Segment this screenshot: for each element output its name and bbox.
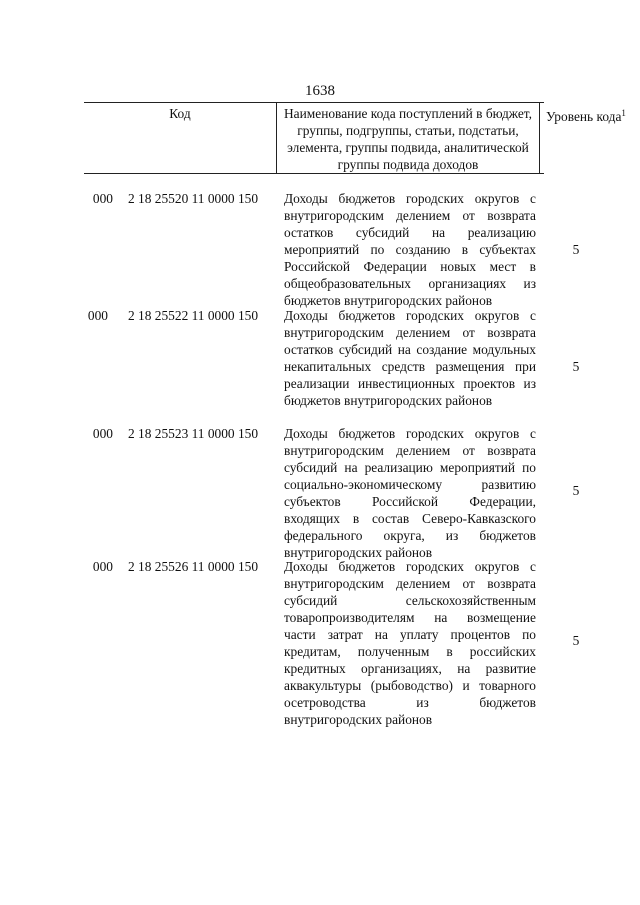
row-level: 5: [572, 633, 580, 648]
row-level: 5: [572, 359, 580, 374]
row-income-name: Доходы бюджетов городских округов с внутригородским делением от возврата субсидий на реализацию мероприятий по социально-экономическому развитию субъектов Российской Федерации, входящих в состав Северо-Кавказского федерального округа, из бюджетов внутригородских районов: [284, 426, 536, 560]
row-income-code: 2 18 25520 11 0000 150: [128, 191, 259, 206]
row-admin-code: 000: [92, 426, 113, 441]
row-income-name: Доходы бюджетов городских округов с внутригородским делением от возврата субсидий сельскохозяйственным товаропроизводителям на возмещение части затрат на уплату процентов по кредитам, полученным в российских кредитных организациях, на развитие аквакультуры (рыбоводство) и товарного осетроводства из бюджетов внутригородских районов: [284, 559, 536, 727]
row-admin-code: 000: [87, 308, 108, 323]
row-income-code: 2 18 25522 11 0000 150: [128, 308, 259, 323]
page-number: 1638: [305, 83, 335, 99]
row-income-code: 2 18 25526 11 0000 150: [128, 559, 259, 574]
row-income-name: Доходы бюджетов городских округов с внутригородским делением от возврата остатков субсидий на реализацию мероприятий по созданию в субъектах Российской Федерации новых мест в общеобразовательных организациях из бюджетов внутригородских районов: [284, 191, 536, 308]
header-level-label: Уровень кода: [546, 109, 622, 124]
row-level: 5: [572, 483, 580, 498]
row-admin-code: 000: [92, 191, 113, 206]
row-income-code: 2 18 25523 11 0000 150: [128, 426, 259, 441]
table-header: [84, 102, 626, 174]
header-level-footnote: 1: [621, 108, 626, 118]
header-name: Наименование кода поступлений в бюджет, группы, подгруппы, статьи, подстатьи, элемента, группы подвида, аналитической группы подвида доходов: [276, 103, 540, 173]
row-income-name: Доходы бюджетов городских округов с внутригородским делением от возврата остатков субсидий на создание модульных некапитальных средств размещения при реализации инвестиционных проектов из бюджетов внутригородских районов: [284, 308, 536, 408]
header-code: Код: [169, 106, 191, 121]
row-admin-code: 000: [92, 559, 113, 574]
row-level: 5: [572, 242, 580, 257]
header-level: [540, 103, 628, 173]
